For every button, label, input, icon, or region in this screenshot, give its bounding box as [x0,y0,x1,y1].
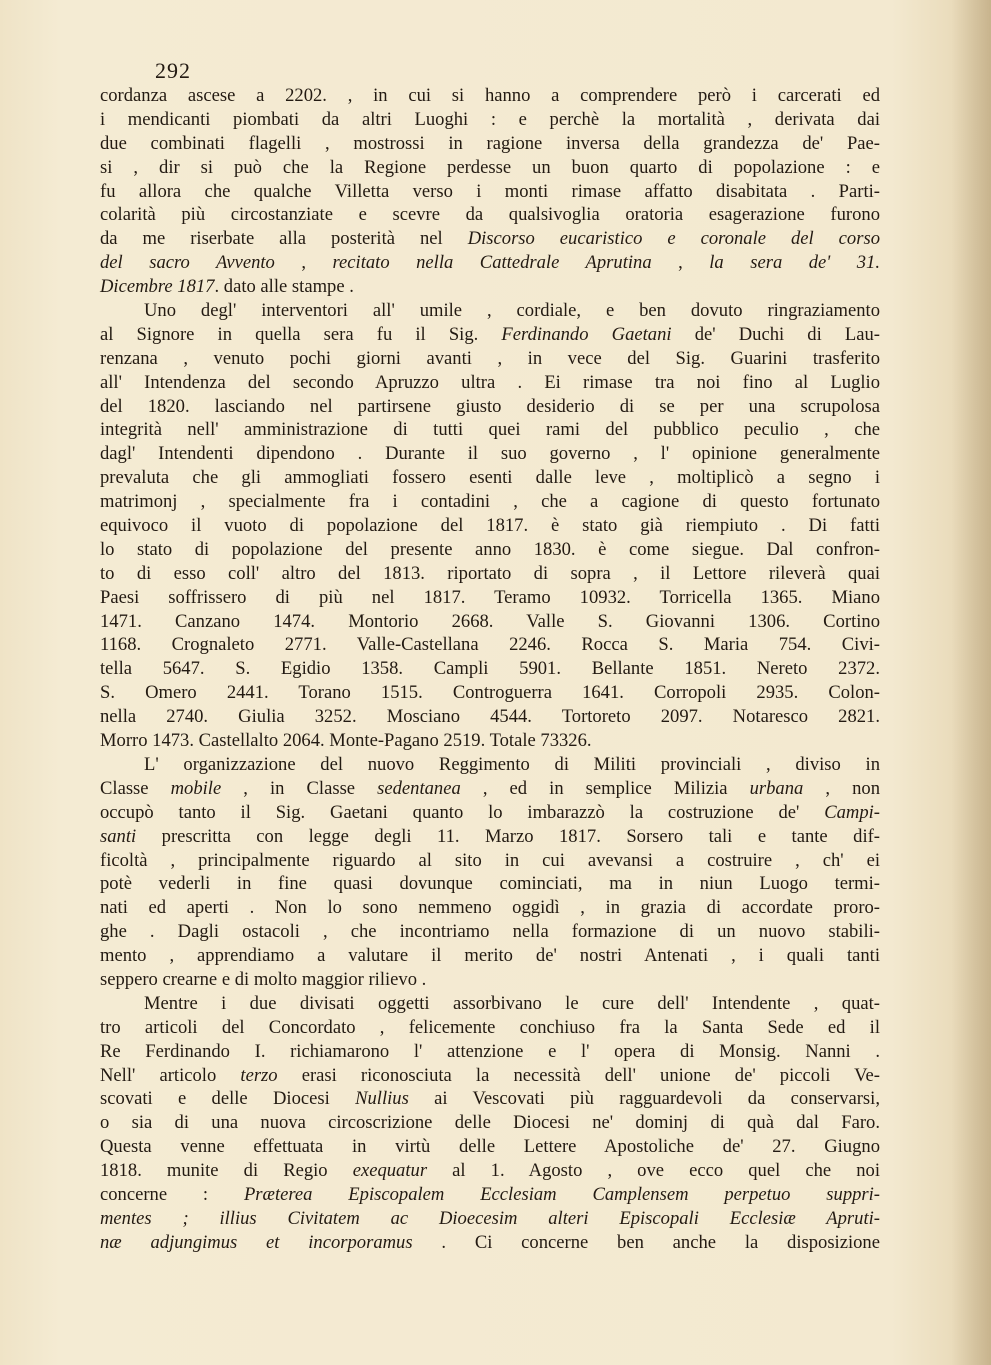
text-segment: Questa venne effettuata in virtù delle Lettere Apostoliche de' 27. Giugno [100,1136,880,1158]
text-segment: , ed in semplice Milizia [460,777,750,799]
text-segment: , [274,252,333,274]
italic-segment: urbana [749,777,804,799]
text-segment: ghe . Dagli ostacoli , che incontriamo nella formazione di un nuovo stabili- [100,921,880,943]
italic-segment: terzo [240,1064,278,1086]
text-segment: mento , apprendiamo a valutare il merito de' nostri Antenati , i quali tanti [100,945,880,967]
italic-segment: Campi- [824,801,880,823]
text-line [100,418,880,442]
text-segment: de' Duchi di Lau- [671,323,880,345]
italic-segment: mentes ; illius Civitatem ac Dioecesim alteri Episcopali Ecclesiæ Apruti- [100,1207,880,1229]
text-segment: equivoco il vuoto di popolazione del 1817. è stato già riempiuto . Di fatti [100,515,880,537]
text-segment: da me riserbate alla posterità nel [100,228,468,250]
text-line [100,180,880,204]
text-line [100,610,880,634]
text-line [100,657,880,681]
text-segment: to di esso coll' altro del 1813. riportato di sopra , il Lettore rileverà quai [100,562,880,584]
text-line [100,753,880,777]
text-segment: si , dir si può che la Regione perdesse un buon quarto di popolazione : e [100,156,880,178]
text-segment: scovati e delle Diocesi [100,1088,356,1110]
text-line [100,777,880,801]
text-line [100,490,880,514]
text-line [100,514,880,538]
text-line [100,633,880,657]
text-segment: ai Vescovati più ragguardevoli da conservarsi, [408,1088,880,1110]
italic-segment: Discorso eucaristico e coronale del corso [467,228,881,250]
text-segment: Morro 1473. Castellalto 2064. Monte-Pagano 2519. Totale 73326. [100,730,592,752]
text-segment: lo stato di popolazione del presente anno 1830. è come siegue. Dal confron- [100,538,880,560]
text-line [100,872,880,896]
text-segment: L' organizzazione del nuovo Reggimento di Militi provinciali , diviso in [144,753,880,775]
text-line [100,251,880,275]
text-line [100,586,880,610]
body-text [100,84,880,1255]
italic-segment: Dicembre 1817 [100,276,215,298]
text-line [100,1064,880,1088]
text-segment: al 1. Agosto , ove ecco quel che noi [427,1160,880,1182]
text-line [100,538,880,562]
text-line [100,132,880,156]
text-segment: dagl' Intendenti dipendono . Durante il suo governo , l' opinione generalmente [100,443,880,465]
text-segment: fu allora che qualche Villetta verso i monti rimase affatto disabitata . Parti- [100,180,880,202]
text-segment: S. Omero 2441. Torano 1515. Controguerra 1641. Corropoli 2935. Colon- [100,682,880,704]
text-segment: 1168. Crognaleto 2771. Valle-Castellana 2246. Rocca S. Maria 754. Civi- [100,634,880,656]
text-line [100,466,880,490]
text-line [100,681,880,705]
text-line [100,825,880,849]
page-number: 292 [155,58,191,83]
text-line [100,1016,880,1040]
text-line [100,729,880,753]
text-segment: tro articoli del Concordato , felicemente conchiuso fra la Santa Sede ed il [100,1016,880,1038]
text-segment: Classe [100,777,171,799]
text-segment: al Signore in quella sera fu il Sig. [100,323,502,345]
text-segment: due combinati flagelli , mostrossi in ragione inversa della grandezza de' Pae- [100,132,880,154]
text-line [100,920,880,944]
text-segment: Uno degl' interventori all' umile , cordiale, e ben dovuto ringraziamento [144,300,880,322]
italic-segment: mobile [170,777,222,799]
text-line [100,299,880,323]
text-segment: cordanza ascese a 2202. , in cui si hanno a comprendere però i carcerati ed [100,85,880,106]
text-segment: matrimonj , specialmente fra i contadini , che a cagione di questo fortunato [100,491,880,513]
text-line [100,849,880,873]
text-line [100,562,880,586]
text-line [100,347,880,371]
text-line [100,156,880,180]
text-segment: concerne : [100,1183,244,1205]
text-segment: , in Classe [221,777,378,799]
text-segment: prevaluta che gli ammogliati fossero esenti dalle leve , moltiplicò a segno i [100,467,880,489]
italic-segment: santi [100,825,137,847]
text-segment: all' Intendenza del secondo Apruzzo ultra . Ei rimase tra noi fino al Luglio [100,371,880,393]
text-line [100,1159,880,1183]
gutter-shadow [951,0,991,1365]
text-line [100,323,880,347]
text-line [100,203,880,227]
text-segment: nella 2740. Giulia 3252. Mosciano 4544. Tortoreto 2097. Notaresco 2821. [100,706,880,728]
text-line [100,968,880,992]
text-line [100,705,880,729]
text-segment: del 1820. lasciando nel partirsene giusto desiderio di se per una scrupolosa [100,395,880,417]
text-segment: erasi riconosciuta la necessità dell' unione de' piccoli Ve- [277,1064,880,1086]
text-line [100,1231,880,1255]
text-segment: occupò tanto il Sig. Gaetani quanto lo imbarazzò la costruzione de' [100,801,825,823]
text-line [100,84,880,108]
text-segment: , [651,252,710,274]
text-line [100,108,880,132]
text-segment: Re Ferdinando I. richiamarono l' attenzione e l' opera di Monsig. Nanni . [100,1040,880,1062]
text-segment: prescritta con legge degli 11. Marzo 1817. Sorsero tali e tante dif- [136,825,880,847]
text-segment: tella 5647. S. Egidio 1358. Campli 5901. Bellante 1851. Nereto 2372. [100,658,880,680]
text-segment: . Ci concerne ben anche la disposizione [412,1231,880,1253]
text-segment: 1818. munite di Regio [100,1160,353,1182]
italic-segment: Præterea Episcopalem Ecclesiam Camplensem perpetuo suppri- [243,1183,881,1205]
text-segment: ficoltà , principalmente riguardo al sito in cui avevansi a costruire , ch' ei [100,849,880,871]
text-line [100,1207,880,1231]
italic-segment: Nullius [355,1088,409,1110]
text-line [100,1087,880,1111]
italic-segment: la sera de' 31. [709,252,881,274]
text-line [100,1111,880,1135]
text-segment: integrità nell' amministrazione di tutti quei rami del pubblico peculio , che [100,419,880,441]
text-segment: renzana , venuto pochi giorni avanti , in vece del Sig. Guarini trasferito [100,347,880,369]
text-line [100,944,880,968]
italic-segment: del sacro Avvento [100,252,275,274]
text-line [100,1040,880,1064]
italic-segment: recitato nella Cattedrale Aprutina [332,252,652,274]
italic-segment: exequatur [352,1160,428,1182]
text-line [100,1183,880,1207]
text-line [100,992,880,1016]
text-segment: i mendicanti piombati da altri Luoghi : e perchè la mortalità , derivata dai [100,108,880,130]
text-segment: Mentre i due divisati oggetti assorbivano le cure dell' Intendente , quat- [144,992,880,1014]
text-line [100,1135,880,1159]
text-line [100,801,880,825]
text-line [100,395,880,419]
text-line [100,896,880,920]
text-segment: Nell' articolo [100,1064,241,1086]
text-segment: nati ed aperti . Non lo sono nemmeno oggidì , in grazia di accordate proro- [100,897,880,919]
text-segment: , non [803,777,880,799]
text-line [100,227,880,251]
text-line [100,371,880,395]
text-segment: Paesi soffrissero di più nel 1817. Teramo 10932. Torricella 1365. Miano [100,586,880,608]
text-segment: seppero crearne e di molto maggior rilievo . [100,968,427,990]
text-line [100,442,880,466]
text-segment: o sia di una nuova circoscrizione delle Diocesi ne' dominj di quà dal Faro. [100,1112,880,1134]
text-line [100,275,880,299]
text-segment: . dato alle stampe . [214,276,354,298]
text-segment: colarità più circostanziate e scevre da qualsivoglia oratoria esagerazione furono [100,204,880,226]
italic-segment: sedentanea [377,777,461,799]
italic-segment: næ adjungimus et incorporamus [100,1231,413,1253]
italic-segment: Ferdinando Gaetani [501,323,672,345]
text-segment: 1471. Canzano 1474. Montorio 2668. Valle S. Giovanni 1306. Cortino [100,610,880,632]
text-segment: potè vederli in fine quasi dovunque cominciati, ma in niun Luogo termi- [100,873,880,895]
